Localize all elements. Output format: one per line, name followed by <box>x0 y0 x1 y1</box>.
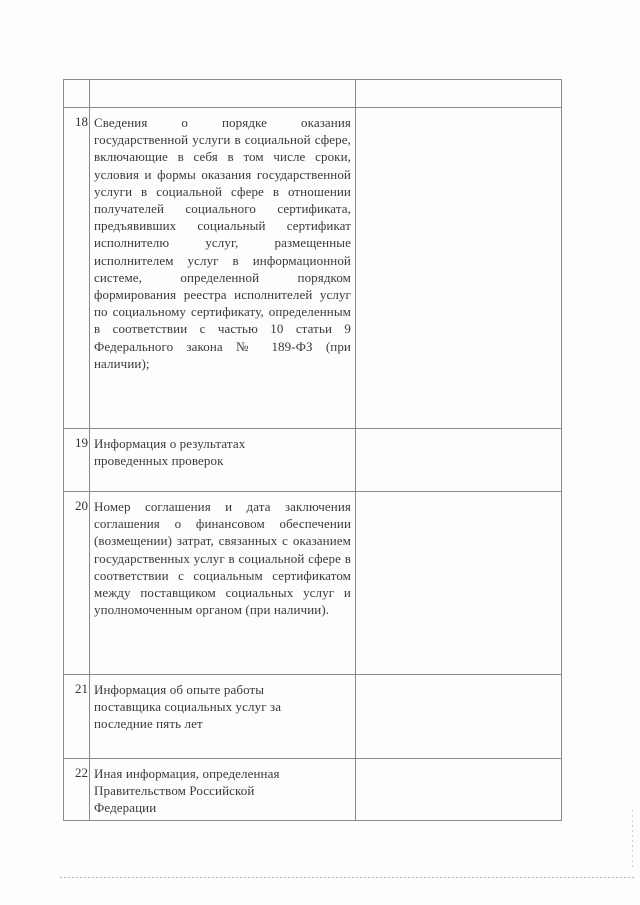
row-description: Информация о результатах проведенных проверок <box>90 429 356 492</box>
information-table <box>63 79 562 821</box>
row-description: Номер соглашения и дата заключения соглашения о финансовом обеспечении (возмещении) затрат, связанных с оказанием государственных услуг в социальной сфере в соответствии с социальным сертификатом между поставщиком социальных услуг и уполномоченным органом (при наличии). <box>90 492 356 675</box>
row-number: 20 <box>64 492 90 675</box>
row-value-cell <box>356 108 562 429</box>
row-value-cell <box>356 675 562 759</box>
table-row-20 <box>64 492 562 675</box>
table-row-18 <box>64 108 562 429</box>
row-number: 19 <box>64 429 90 492</box>
row-number: 21 <box>64 675 90 759</box>
scan-edge-mark <box>632 810 633 870</box>
scan-edge-line <box>60 877 635 878</box>
table-row-continued <box>64 80 562 108</box>
row-value-cell <box>356 429 562 492</box>
row-description: Информация об опыте работы поставщика социальных услуг за последние пять лет <box>90 675 356 759</box>
table-row-21 <box>64 675 562 759</box>
table-row-19 <box>64 429 562 492</box>
row-value-cell <box>356 759 562 821</box>
row-number <box>64 80 90 108</box>
row-description <box>90 80 356 108</box>
row-description: Иная информация, определенная Правительством Российской Федерации <box>90 759 356 821</box>
row-description: Сведения о порядке оказания государственной услуги в социальной сфере, включающие в себя в том числе сроки, условия и формы оказания государственной услуги в социальной сфере в отношении получателей социального сертификата, предъявивших социальный сертификат исполнителю услуг, размещенные исполнителем услуг в информационной системе, определенной порядком формирования реестра исполнителей услуг по социальному сертификату, определенным в соответствии с частью 10 статьи 9 Федерального закона № 189-ФЗ (при наличии); <box>90 108 356 429</box>
row-value-cell <box>356 80 562 108</box>
row-number: 22 <box>64 759 90 821</box>
row-number: 18 <box>64 108 90 429</box>
table-row-22 <box>64 759 562 821</box>
row-value-cell <box>356 492 562 675</box>
